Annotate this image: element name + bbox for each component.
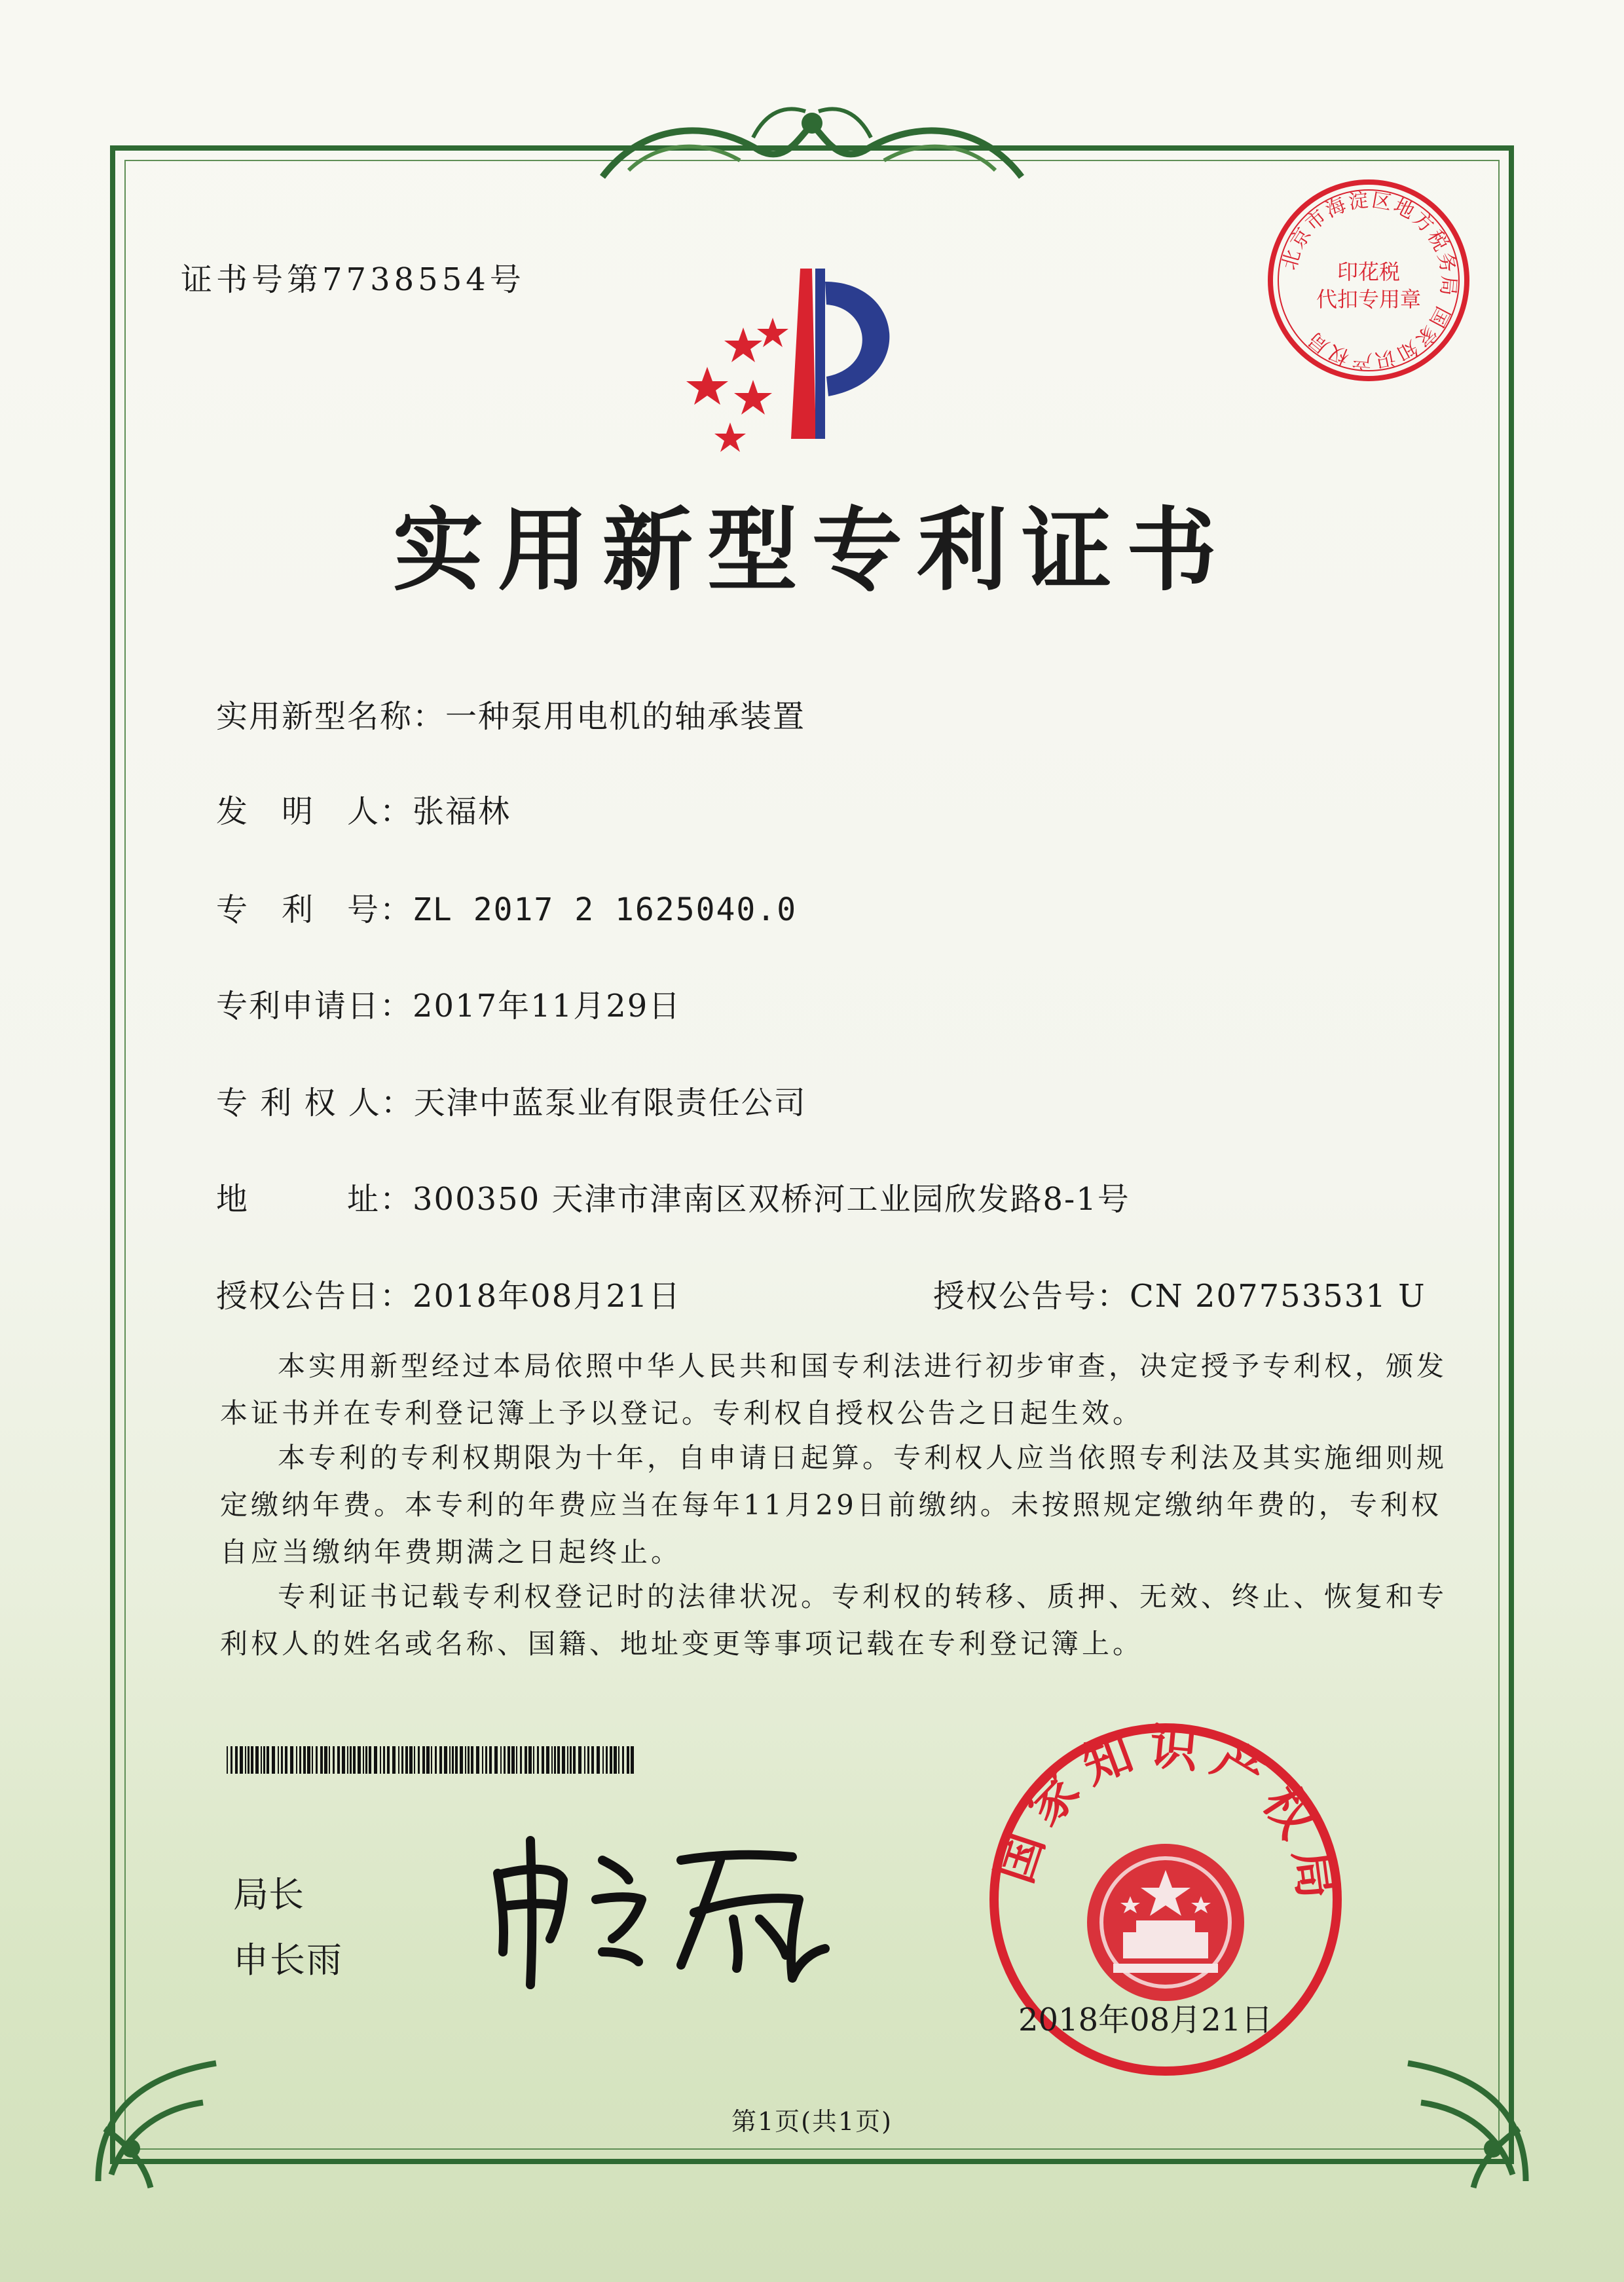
barcode-bar (494, 1746, 498, 1774)
cnipa-emblem-logo (681, 255, 943, 452)
barcode-bar (324, 1746, 327, 1774)
barcode-bar (618, 1746, 619, 1774)
barcode-bar (597, 1746, 600, 1774)
barcode-bar (460, 1746, 463, 1774)
barcode-bar (374, 1746, 377, 1774)
barcode-bar (350, 1746, 352, 1774)
barcode-bar (342, 1746, 345, 1774)
barcode-bar (471, 1746, 473, 1774)
barcode-bar (554, 1746, 556, 1774)
application-date-label: 专利申请日： (216, 988, 413, 1024)
barcode-bar (320, 1746, 323, 1774)
address-label: 地 址： (216, 1181, 413, 1218)
barcode-bar (500, 1746, 502, 1774)
barcode-bar (485, 1746, 487, 1774)
field-announcement-date (216, 1271, 681, 1316)
field-utility-model-name (216, 691, 805, 736)
barcode-bar (435, 1746, 437, 1774)
paragraph-2-line-2: 定缴纳年费。本专利的年费应当在每年11月29日前缴纳。未按照规定缴纳年费的，专利权 (220, 1489, 1442, 1521)
barcode-bar (353, 1746, 356, 1774)
address-value: 300350 天津市津南区双桥河工业园欣发路8-1号 (413, 1181, 1130, 1218)
director-name: 申长雨 (233, 1939, 343, 1981)
barcode-bar (329, 1746, 330, 1774)
grant-date: 2018年08月21日 (1018, 2002, 1273, 2038)
barcode-bar (452, 1746, 454, 1774)
barcode-bar (363, 1746, 364, 1774)
barcode-bar (537, 1746, 539, 1774)
barcode-bar (316, 1746, 318, 1774)
application-date-value: 2017年11月29日 (413, 988, 682, 1024)
barcode-bar (272, 1746, 275, 1774)
barcode-bar (489, 1746, 492, 1774)
barcode-bar (591, 1746, 594, 1774)
director-title: 局长 (233, 1874, 304, 1915)
barcode-bar (290, 1746, 293, 1774)
barcode-bar (369, 1746, 371, 1774)
barcode-bar (606, 1746, 608, 1774)
certificate-number: 证书号第7738554号 (181, 261, 525, 298)
barcode-bar (602, 1746, 604, 1774)
barcode-bar (261, 1746, 262, 1774)
paragraph-2-line-3: 自应当缴纳年费期满之日起终止。 (220, 1536, 682, 1568)
patent-number-label: 专 利 号： (216, 891, 413, 928)
tax-stamp-center-line-1: 印花税 (1337, 259, 1401, 284)
seal-ring-text: 国家知识产权局 (986, 1718, 1347, 1914)
certificate-title: 实用新型专利证书 (392, 498, 1231, 603)
barcode-bar (296, 1746, 297, 1774)
field-patent-holder (216, 1077, 807, 1123)
barcode-bar (405, 1746, 408, 1774)
barcode-bar (511, 1746, 515, 1774)
barcode-bar (263, 1746, 265, 1774)
barcode-bar (281, 1746, 283, 1774)
paragraph-3-line-1: 专利证书记载专利权登记时的法律状况。专利权的转移、质押、无效、终止、恢复和专 (278, 1581, 1448, 1613)
barcode-bar (431, 1746, 432, 1774)
barcode-bar (627, 1746, 629, 1774)
barcode-bar (418, 1746, 420, 1774)
barcode-bar (307, 1746, 310, 1774)
barcode-bar (347, 1746, 348, 1774)
paragraph-3-line-2: 利权人的姓名或名称、国籍、地址变更等事项记载在专利登记簿上。 (220, 1628, 1144, 1660)
barcode-bar (622, 1746, 624, 1774)
barcode-bar (482, 1746, 483, 1774)
barcode-bar (631, 1746, 634, 1774)
barcode-bar (387, 1746, 390, 1774)
barcode-bar (520, 1746, 522, 1774)
barcode-bar (476, 1746, 479, 1774)
barcode-bar (507, 1746, 510, 1774)
barcode-bar (573, 1746, 576, 1774)
barcode-bar (516, 1746, 517, 1774)
barcode-bar (578, 1746, 581, 1774)
barcode-bar (285, 1746, 287, 1774)
barcode-bar (567, 1746, 568, 1774)
announcement-date-label: 授权公告日： (216, 1278, 413, 1315)
field-address (216, 1174, 1130, 1219)
inventor-value: 张福林 (413, 793, 511, 830)
barcode-bar (587, 1746, 589, 1774)
barcode-bar (414, 1746, 415, 1774)
barcode-bar (546, 1746, 549, 1774)
top-ornament (589, 98, 1035, 196)
announcement-number-label: 授权公告号： (933, 1278, 1130, 1315)
barcode-bar (227, 1746, 228, 1774)
barcode-bar (312, 1746, 313, 1774)
barcode-bar (278, 1746, 279, 1774)
field-announcement-number (933, 1271, 1426, 1316)
barcode-bar (299, 1746, 301, 1774)
field-inventor (216, 786, 511, 831)
barcode-bar (426, 1746, 430, 1774)
paragraph-1-line-2: 本证书并在专利登记簿上予以登记。专利权自授权公告之日起生效。 (220, 1397, 1144, 1429)
barcode-bar (449, 1746, 451, 1774)
barcode-bar (444, 1746, 447, 1774)
announcement-date-value: 2018年08月21日 (413, 1278, 682, 1315)
barcode-bar (455, 1746, 458, 1774)
barcode-bar (401, 1746, 403, 1774)
barcode-bar (542, 1746, 544, 1774)
barcode-bar (365, 1746, 367, 1774)
tax-stamp-ring-text: 北京市海淀区地方税务局 国家知识产权局 (1278, 189, 1460, 372)
barcode-bar (504, 1746, 506, 1774)
barcode-bar (337, 1746, 340, 1774)
barcode-bar (267, 1746, 269, 1774)
patent-number-value: ZL 2017 2 1625040.0 (413, 891, 798, 928)
barcode-bar (570, 1746, 572, 1774)
name-label: 实用新型名称： (216, 698, 446, 735)
barcode-bar (248, 1746, 249, 1774)
barcode-bar (245, 1746, 246, 1774)
barcode (227, 1746, 634, 1774)
barcode-bar (235, 1746, 238, 1774)
barcode-bar (422, 1746, 425, 1774)
barcode-bar (465, 1746, 466, 1774)
barcode-bar (240, 1746, 243, 1774)
paragraph-1-line-1: 本实用新型经过本局依照中华人民共和国专利法进行初步审查，决定授予专利权，颁发 (278, 1350, 1448, 1382)
barcode-bar (333, 1746, 335, 1774)
barcode-bar (251, 1746, 253, 1774)
name-value: 一种泵用电机的轴承装置 (445, 698, 806, 735)
barcode-bar (380, 1746, 381, 1774)
tax-stamp-center-line-2: 代扣专用章 (1316, 287, 1422, 312)
patent-holder-label: 专 利 权 人： (216, 1085, 414, 1121)
barcode-bar (303, 1746, 306, 1774)
announcement-number-value: CN 207753531 U (1130, 1278, 1426, 1315)
barcode-bar (231, 1746, 232, 1774)
barcode-bar (528, 1746, 532, 1774)
barcode-bar (358, 1746, 361, 1774)
barcode-bar (439, 1746, 442, 1774)
barcode-bar (533, 1746, 534, 1774)
barcode-bar (562, 1746, 565, 1774)
barcode-bar (525, 1746, 527, 1774)
barcode-bar (614, 1746, 617, 1774)
barcode-bar (551, 1746, 553, 1774)
field-application-date (216, 981, 681, 1026)
page-number: 第1页(共1页) (731, 2107, 893, 2136)
barcode-bar (255, 1746, 259, 1774)
tax-stamp-seal (1264, 176, 1473, 385)
patent-holder-value: 天津中蓝泵业有限责任公司 (413, 1085, 807, 1121)
barcode-bar (584, 1746, 585, 1774)
barcode-bar (557, 1746, 560, 1774)
barcode-bar (383, 1746, 385, 1774)
national-emblem-icon (1087, 1844, 1244, 2001)
director-signature (485, 1821, 851, 1991)
barcode-bar (468, 1746, 470, 1774)
barcode-bar (610, 1746, 612, 1774)
barcode-bar (392, 1746, 396, 1774)
paragraph-2-line-1: 本专利的专利权期限为十年，自申请日起算。专利权人应当依照专利法及其实施细则规 (278, 1442, 1448, 1474)
field-patent-number (216, 884, 797, 929)
barcode-bar (409, 1746, 413, 1774)
inventor-label: 发 明 人： (216, 793, 413, 830)
barcode-bar (398, 1746, 399, 1774)
